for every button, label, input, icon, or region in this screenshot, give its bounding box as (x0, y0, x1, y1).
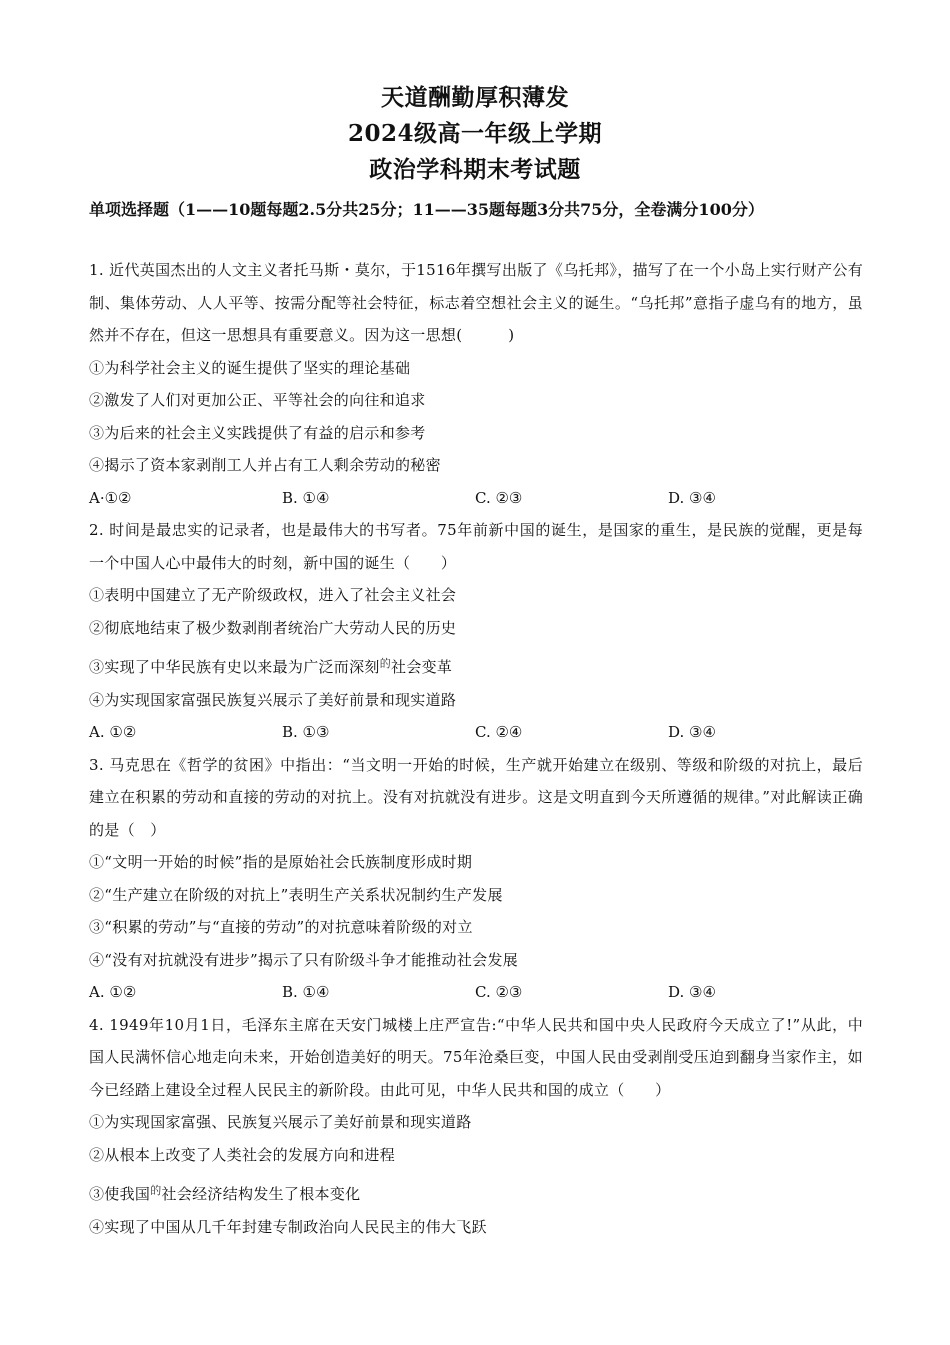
question-2 (89, 514, 863, 749)
statement-2: ②激发了人们对更加公正、平等社会的向往和追求 (89, 391, 426, 409)
question-stem: 3. 马克思在《哲学的贫困》中指出：“当文明一开始的时候，生产就开始建立在级别、等级和阶级的对抗上，最后建立在积累的劳动和直接的劳动的对抗上。没有对抗就没有进步。这是文明直到今天所遵循的规律。”对此解读正确的是（ ） (89, 755, 863, 839)
option-b[interactable]: B. ①③ (282, 723, 330, 741)
statement-4: ④为实现国家富强民族复兴展示了美好前景和现实道路 (89, 690, 457, 709)
section-instructions: 单项选择题（1——10题每题2.5分共25分；11——35题每题3分共75分，全卷满分100分） (89, 200, 764, 219)
option-a[interactable]: A. ①② (89, 983, 137, 1001)
statement-3 (89, 644, 863, 684)
option-b[interactable]: B. ①④ (282, 983, 330, 1001)
title-block (0, 80, 950, 188)
answer-options (89, 482, 863, 515)
statement-1: ①为实现国家富强、民族复兴展示了美好前景和现实道路 (89, 1113, 472, 1131)
statement-3: ③“积累的劳动”与“直接的劳动”的对抗意味着阶级的对立 (89, 918, 473, 936)
option-d[interactable]: D. ③④ (668, 723, 716, 741)
statement-tail: 社会经济结构发生了根本变化 (161, 1185, 361, 1203)
question-3 (89, 749, 863, 1009)
question-stem: 4. 1949年10月1日，毛泽东主席在天安门城楼上庄严宣告:“中华人民共和国中央人民政府今天成立了!”从此，中国人民满怀信心地走向未来，开始创造美好的明天。75年沧桑巨变，中国人民由受剥削受压迫到翻身当家作主，如今已经踏上建设全过程人民民主的新阶段。由此可见，中华人民共和国的成立（ ） (89, 1015, 863, 1099)
option-c[interactable]: C. ②③ (475, 983, 523, 1001)
answer-options (89, 716, 863, 749)
statement-text: ③实现了中华民族有史以来最为广泛而深刻 (89, 658, 380, 676)
statement-4: ④揭示了资本家剥削工人并占有工人剩余劳动的秘密 (89, 456, 441, 474)
question-1 (89, 254, 863, 514)
question-stem: 2. 时间是最忠实的记录者，也是最伟大的书写者。75年前新中国的诞生，是国家的重生，是民族的觉醒，更是每一个中国人心中最伟大的时刻，新中国的诞生（ ） (89, 521, 863, 572)
statement-text: ③使我国 (89, 1185, 151, 1203)
statement-4: ④实现了中国从几千年封建专制政治向人民民主的伟大飞跃 (89, 1217, 487, 1236)
option-c[interactable]: C. ②④ (475, 723, 523, 741)
statement-3 (89, 1171, 863, 1211)
raised-character: 的 (150, 1184, 162, 1197)
title-exam: 政治学科期末考试题 (369, 156, 581, 183)
statement-2: ②“生产建立在阶级的对抗上”表明生产关系状况制约生产发展 (89, 885, 503, 904)
statement-3: ③为后来的社会主义实践提供了有益的启示和参考 (89, 423, 426, 442)
statement-tail: 社会变革 (391, 658, 453, 676)
option-b[interactable]: B. ①④ (282, 488, 330, 507)
option-a[interactable]: A. ①② (89, 723, 137, 741)
statement-1: ①“文明一开始的时候”指的是原始社会氏族制度形成时期 (89, 853, 473, 871)
statement-1: ①表明中国建立了无产阶级政权，进入了社会主义社会 (89, 586, 457, 604)
option-c[interactable]: C. ②③ (475, 488, 523, 507)
option-a[interactable]: A·①② (89, 488, 132, 507)
statement-1: ①为科学社会主义的诞生提供了坚实的理论基础 (89, 358, 411, 377)
statement-2: ②彻底地结束了极少数剥削者统治广大劳动人民的历史 (89, 618, 457, 637)
question-stem: 1. 近代英国杰出的人文主义者托马斯・莫尔，于1516年撰写出版了《乌托邦》，描写了在一个小岛上实行财产公有制、集体劳动、人人平等、按需分配等社会特征，标志着空想社会主义的诞生。“乌托邦”意指子虚乌有的地方，虽然并不存在，但这一思想具有重要意义。因为这一思想( ) (89, 261, 863, 344)
statement-4: ④“没有对抗就没有进步”揭示了只有阶级斗争才能推动社会发展 (89, 950, 519, 969)
title-motto: 天道酬勤厚积薄发 (381, 84, 569, 111)
answer-options (89, 976, 863, 1009)
statement-2: ②从根本上改变了人类社会的发展方向和进程 (89, 1145, 396, 1164)
option-d[interactable]: D. ③④ (668, 488, 716, 507)
title-grade: 2024级高一年级上学期 (347, 120, 602, 147)
option-d[interactable]: D. ③④ (668, 983, 716, 1001)
raised-character: 的 (379, 657, 392, 670)
questions-list (89, 254, 863, 1243)
question-4 (89, 1009, 863, 1244)
